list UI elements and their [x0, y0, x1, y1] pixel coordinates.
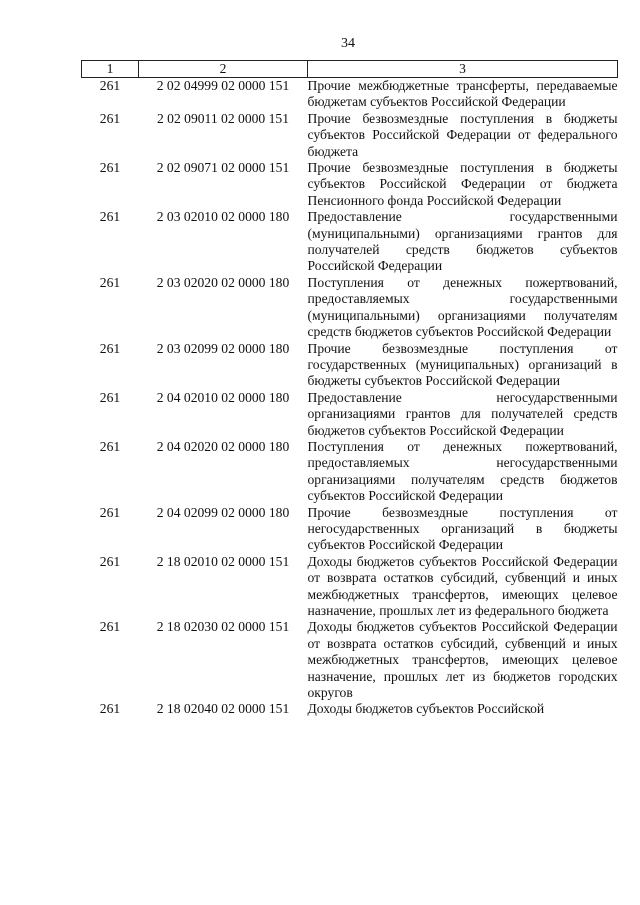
table-row — [82, 505, 618, 554]
revenue-code-cell: 2 04 02020 02 0000 180 — [156, 438, 290, 454]
description-cell: Прочие межбюджетные трансферты, передаваемые бюджетам субъектов Российской Федерации — [307, 78, 618, 110]
table-row — [82, 111, 618, 160]
column-header-1: 1 — [82, 61, 139, 78]
revenue-code-cell: 2 03 02099 02 0000 180 — [156, 340, 290, 356]
admin-code-cell: 261 — [99, 160, 121, 176]
revenue-code-cell: 2 02 09011 02 0000 151 — [156, 110, 290, 126]
description-cell: Доходы бюджетов субъектов Российской — [307, 701, 545, 717]
description-cell: Прочие безвозмездные поступления от негосударственных организаций в бюджеты субъектов Российской Федерации — [307, 504, 618, 553]
table-row — [82, 209, 618, 275]
revenue-code-cell: 2 04 02010 02 0000 180 — [156, 389, 290, 405]
table-row — [82, 78, 618, 111]
description-cell: Предоставление государственными (муниципальными) организациями грантов для получателей средств бюджетов субъектов Российской Федерации — [307, 209, 618, 274]
admin-code-cell: 261 — [99, 389, 121, 405]
revenue-code-cell: 2 02 04999 02 0000 151 — [156, 78, 290, 93]
description-cell: Предоставление негосударственными организациями грантов для получателей средств бюджетов субъектов Российской Федерации — [307, 389, 618, 438]
column-header-3: 3 — [308, 61, 618, 78]
revenue-code-cell: 2 03 02010 02 0000 180 — [156, 209, 290, 225]
column-header-2: 2 — [139, 61, 308, 78]
table-row — [82, 701, 618, 717]
revenue-code-cell: 2 18 02040 02 0000 151 — [156, 701, 290, 717]
table-row — [82, 554, 618, 620]
table-row — [82, 341, 618, 390]
admin-code-cell: 261 — [99, 78, 121, 93]
page-number: 34 — [341, 36, 355, 51]
revenue-code-cell: 2 04 02099 02 0000 180 — [156, 504, 290, 520]
description-cell: Прочие безвозмездные поступления в бюджеты субъектов Российской Федерации от бюджета Пенсионного фонда Российской Федерации — [307, 160, 618, 208]
description-cell: Доходы бюджетов субъектов Российской Федерации от возврата остатков субсидий, субвенций и иных межбюджетных трансфертов, имеющих целевое назначение, прошлых лет из федерального бюджета — [307, 553, 618, 618]
admin-code-cell: 261 — [99, 274, 121, 290]
description-cell: Доходы бюджетов субъектов Российской Федерации от возврата остатков субсидий, субвенций и иных межбюджетных трансфертов, имеющих целевое назначение, прошлых лет из бюджетов городских округов — [307, 619, 618, 701]
table-row — [82, 439, 618, 505]
revenue-code-cell: 2 18 02010 02 0000 151 — [156, 553, 290, 569]
revenue-code-cell: 2 03 02020 02 0000 180 — [156, 274, 290, 290]
revenue-codes-table — [81, 60, 618, 718]
table-row — [82, 619, 618, 701]
admin-code-cell: 261 — [99, 553, 121, 569]
table-header-row — [82, 61, 618, 78]
table-row — [82, 275, 618, 341]
revenue-code-cell: 2 18 02030 02 0000 151 — [156, 619, 290, 635]
table-row — [82, 390, 618, 439]
admin-code-cell: 261 — [99, 340, 121, 356]
description-cell: Прочие безвозмездные поступления в бюджеты субъектов Российской Федерации от федерального бюджета — [307, 110, 618, 159]
description-cell: Поступления от денежных пожертвований, предоставляемых государственными (муниципальными) организациями получателям средств бюджетов субъектов Российской Федерации — [307, 274, 618, 340]
admin-code-cell: 261 — [99, 504, 121, 520]
admin-code-cell: 261 — [99, 110, 121, 126]
description-cell: Поступления от денежных пожертвований, предоставляемых негосударственными организациями получателям средств бюджетов субъектов Российской Федерации — [307, 438, 618, 504]
admin-code-cell: 261 — [99, 209, 121, 225]
description-cell: Прочие безвозмездные поступления от государственных (муниципальных) организаций в бюджеты субъектов Российской Федерации — [307, 340, 618, 389]
revenue-code-cell: 2 02 09071 02 0000 151 — [156, 160, 290, 176]
admin-code-cell: 261 — [99, 438, 121, 454]
table-row — [82, 160, 618, 209]
admin-code-cell: 261 — [99, 619, 121, 635]
admin-code-cell: 261 — [99, 701, 121, 717]
